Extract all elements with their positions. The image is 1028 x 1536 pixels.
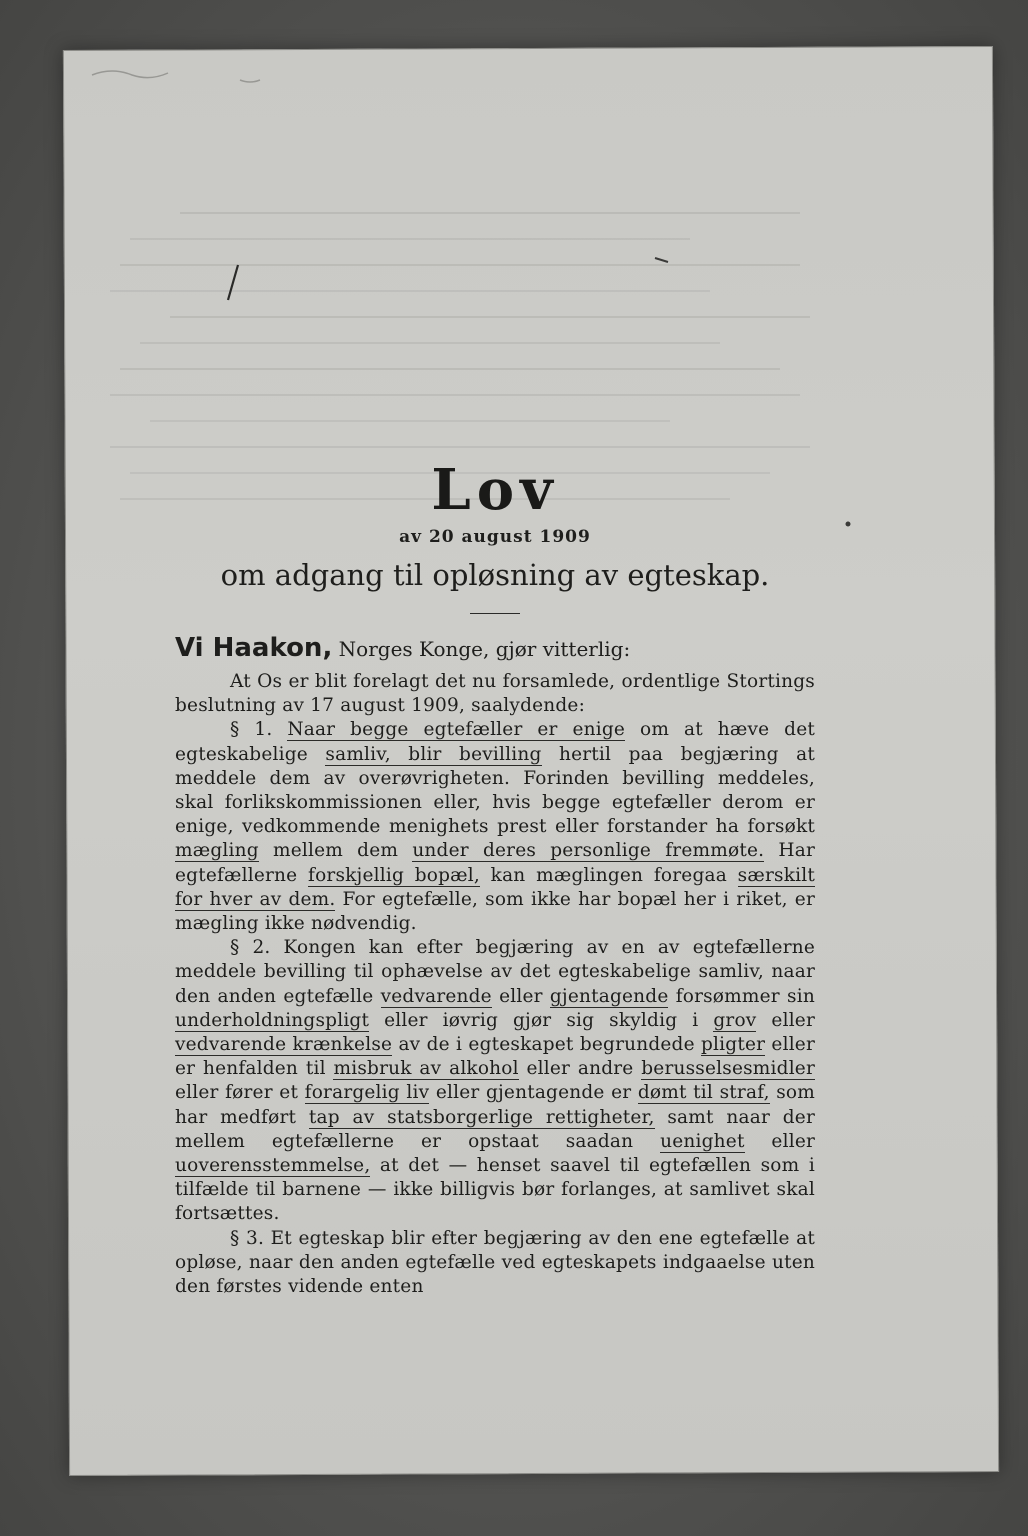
underlined-text: pligter bbox=[701, 1034, 766, 1056]
pencil-scribble-mark bbox=[92, 71, 260, 82]
paragraph-text: § 3. Et egteskap blir efter begjæring av den ene egtefælle at opløse, naar den anden egtefælle ved egteskapets indgaaelse uten den førstes vidende enten bbox=[175, 1227, 815, 1298]
paragraph bbox=[175, 936, 815, 1226]
underlined-text: vedvarende bbox=[380, 985, 492, 1007]
paragraph-text: eller iøvrig gjør sig skyldig i bbox=[369, 1009, 714, 1031]
title-divider bbox=[470, 613, 520, 614]
underlined-text: mægling bbox=[175, 840, 259, 862]
underlined-text: tap av statsborgerlige rettigheter, bbox=[308, 1106, 655, 1128]
paragraph-text: mellem dem bbox=[258, 840, 413, 862]
paragraph bbox=[175, 718, 815, 936]
underlined-text: forskjellig bopæl, bbox=[308, 864, 480, 886]
paragraph-text: at det — henset saavel til egtefællen som i tilfælde til barnene — ikke billigvis bør forlanges, at samlivet skal fortsættes. bbox=[175, 1155, 815, 1225]
paragraph-text: Har egtefællerne bbox=[175, 840, 815, 886]
underlined-text: gjentagende bbox=[549, 985, 669, 1007]
paragraph-text: hertil paa begjæring at meddele dem av overøvrigheten. Forinden bevilling meddeles, skal forlikskommissionen eller, hvis begge egtefæller derom er enige, vedkommende menighets prest eller forstander ha forsøkt bbox=[175, 743, 815, 838]
paragraph-text: eller bbox=[744, 1130, 816, 1152]
underlined-text: under deres personlige fremmøte. bbox=[412, 840, 765, 862]
underlined-text: dømt til straf, bbox=[637, 1082, 770, 1104]
paragraph-text: av de i egteskapet begrundede bbox=[392, 1034, 701, 1056]
document-title: Lov bbox=[431, 457, 559, 523]
paragraph bbox=[175, 670, 815, 718]
paragraph-text: For egtefælle, som ikke har bopæl her i riket, er mægling ikke nødvendig. bbox=[175, 888, 815, 935]
underlined-text: forargelig liv bbox=[304, 1082, 430, 1104]
paragraph-text: eller gjentagende er bbox=[429, 1082, 638, 1104]
paragraph-text: § 2. Kongen kan efter begjæring av en av egtefællerne meddele bevilling til ophævelse av det egteskabelige samliv, naar den anden egtefælle bbox=[175, 937, 815, 1007]
ink-dot-mark bbox=[846, 522, 851, 527]
ink-dash-mark bbox=[655, 258, 668, 262]
king-name: Vi Haakon, bbox=[175, 633, 333, 663]
ink-stroke-mark bbox=[228, 265, 238, 300]
document-subtitle: om adgang til opløsning av egteskap. bbox=[220, 558, 770, 592]
paragraph-text: eller er henfalden til bbox=[175, 1034, 815, 1080]
paragraph-text: § 1. bbox=[230, 719, 288, 741]
underlined-text: misbruk av alkohol bbox=[333, 1058, 519, 1080]
underlined-text: uenighet bbox=[660, 1130, 745, 1152]
paragraph-text: eller bbox=[756, 1009, 816, 1031]
greeting-text: Norges Konge, gjør vitterlig: bbox=[332, 637, 631, 661]
underlined-text: vedvarende krænkelse bbox=[175, 1034, 393, 1056]
paragraph-text: kan mæglingen foregaa bbox=[479, 864, 738, 886]
paragraph-text: eller bbox=[491, 985, 550, 1007]
document-content bbox=[175, 455, 815, 1299]
royal-greeting bbox=[175, 626, 815, 670]
underlined-text: Naar begge egtefæller er enige bbox=[287, 719, 626, 741]
document-date: av 20 august 1909 bbox=[399, 527, 591, 547]
paragraph-text: som har medført bbox=[175, 1082, 816, 1128]
paragraph-text: samt naar der mellem egtefællerne er opstaat saadan bbox=[175, 1106, 815, 1152]
underlined-text: uoverensstemmelse, bbox=[175, 1155, 371, 1177]
law-text-body bbox=[175, 670, 815, 1299]
paragraph bbox=[175, 1227, 815, 1300]
paragraph-text: eller fører et bbox=[175, 1082, 305, 1104]
paragraph-text: At Os er blit forelagt det nu forsamlede, ordentlige Stortings beslutning av 17 august 1909, saalydende: bbox=[175, 671, 815, 717]
underlined-text: grov bbox=[713, 1009, 757, 1031]
underlined-text: samliv, blir bevilling bbox=[325, 743, 542, 765]
paragraph-text: om at hæve det egteskabelige bbox=[175, 719, 815, 765]
paragraph-text: eller andre bbox=[518, 1058, 642, 1080]
underlined-text: særskilt for hver av dem. bbox=[175, 864, 815, 910]
underlined-text: berusselsesmidler bbox=[641, 1058, 815, 1080]
paragraph-text: forsømmer sin bbox=[668, 985, 815, 1007]
underlined-text: underholdningspligt bbox=[175, 1009, 370, 1031]
